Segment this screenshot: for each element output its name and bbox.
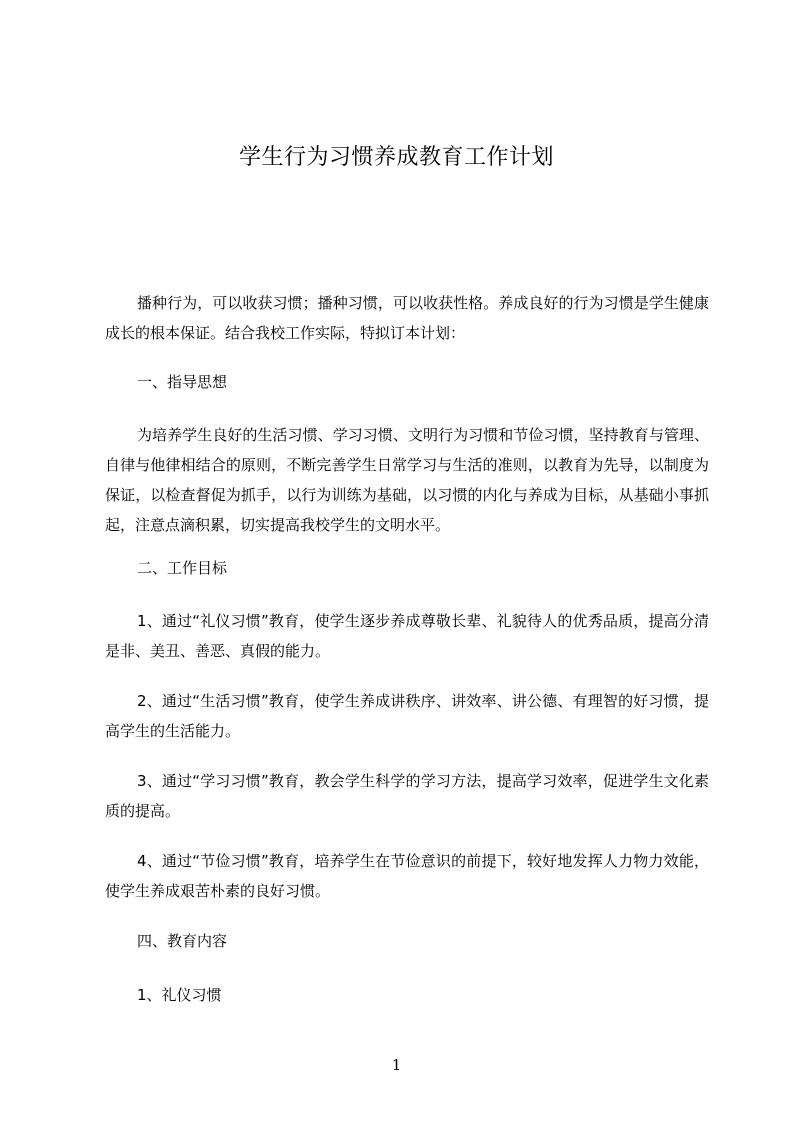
page-number: 1 — [391, 1056, 402, 1074]
section-heading-guiding-ideology: 一、指导思想 — [137, 373, 228, 391]
section-heading-work-goals: 二、工作目标 — [137, 559, 228, 577]
intro-paragraph: 播种行为，可以收获习惯；播种习惯，可以收获性格。养成良好的行为习惯是学生健康成长的根本保证。结合我校工作实际，特拟订本计划： — [105, 294, 709, 342]
goal-item-3: 3、通过“学习习惯”教育，教会学生科学的学习方法，提高学习效率，促进学生文化素质的提高。 — [105, 772, 709, 820]
goal-item-4: 4、通过“节俭习惯”教育，培养学生在节俭意识的前提下，较好地发挥人力物力效能，使学生养成艰苦朴素的良好习惯。 — [105, 852, 709, 900]
goal-item-2: 2、通过“生活习惯”教育，使学生养成讲秩序、讲效率、讲公德、有理智的好习惯，提高学生的生活能力。 — [105, 692, 709, 740]
goal-item-1: 1、通过“礼仪习惯”教育，使学生逐步养成尊敬长辈、礼貌待人的优秀品质，提高分清是非、美丑、善恶、真假的能力。 — [105, 612, 709, 660]
document-title: 学生行为习惯养成教育工作计划 — [238, 145, 554, 170]
subheading-etiquette-habits: 1、礼仪习惯 — [137, 986, 222, 1004]
section-heading-education-content: 四、教育内容 — [137, 932, 228, 950]
guiding-ideology-paragraph: 为培养学生良好的生活习惯、学习习惯、文明行为习惯和节俭习惯，坚持教育与管理、自律与他律相结合的原则，不断完善学生日常学习与生活的准则，以教育为先导，以制度为保证，以检查督促为抓手，以行为训练为基础，以习惯的内化与养成为目标，从基础小事抓起，注意点滴积累，切实提高我校学生的文明水平。 — [105, 426, 709, 534]
